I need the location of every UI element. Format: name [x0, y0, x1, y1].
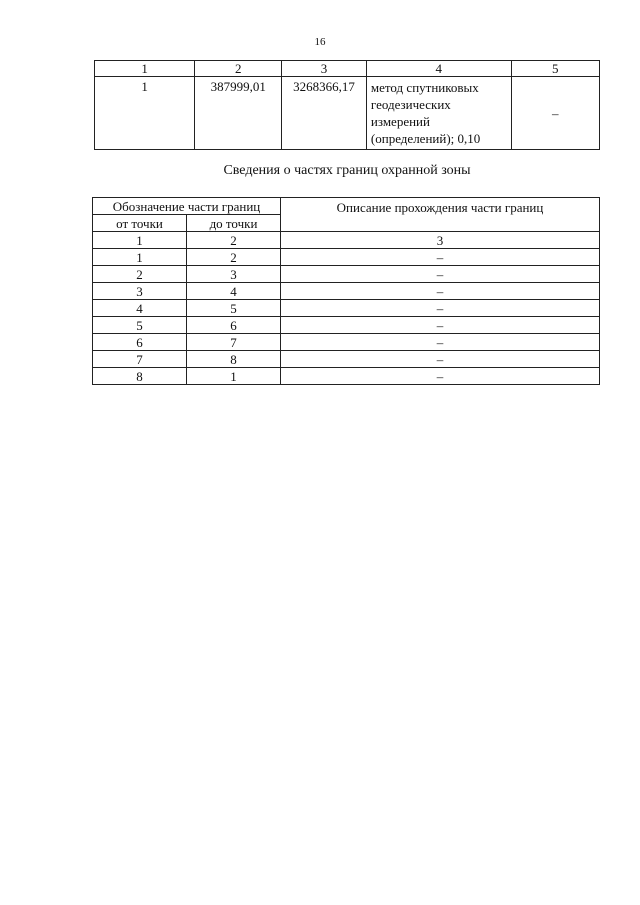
from-point: 5: [93, 317, 187, 334]
column-number: 3: [282, 61, 367, 77]
to-point: 3: [187, 266, 281, 283]
section-title: Сведения о частях границ охранной зоны: [223, 163, 471, 178]
description-header: Описание прохождения части границ: [281, 198, 600, 232]
from-point: 7: [93, 351, 187, 368]
to-header: до точки: [187, 215, 281, 232]
table-row: [93, 351, 600, 368]
from-point: 4: [93, 300, 187, 317]
column-5-value: –: [511, 77, 599, 150]
to-point: 8: [187, 351, 281, 368]
point-number: 1: [95, 77, 195, 150]
column-number-row: [93, 232, 600, 249]
table-row: [93, 368, 600, 385]
method-line: метод спутниковых: [370, 80, 479, 95]
table-row: [95, 77, 600, 150]
part-description: –: [281, 351, 600, 368]
from-header: от точки: [93, 215, 187, 232]
part-description: –: [281, 300, 600, 317]
table-header-row: [95, 61, 600, 77]
from-point: 3: [93, 283, 187, 300]
coordinate-x: 387999,01: [195, 77, 282, 150]
column-number: 1: [95, 61, 195, 77]
table-header-row: [93, 198, 600, 215]
column-number: 1: [93, 232, 187, 249]
part-description: –: [281, 317, 600, 334]
table-row: [93, 249, 600, 266]
column-number: 3: [281, 232, 600, 249]
from-point: 8: [93, 368, 187, 385]
boundary-parts-table: [92, 197, 600, 385]
from-point: 6: [93, 334, 187, 351]
to-point: 6: [187, 317, 281, 334]
coordinates-table: [94, 60, 600, 150]
to-point: 5: [187, 300, 281, 317]
determination-method: [366, 77, 511, 150]
column-number: 2: [195, 61, 282, 77]
table-row: [93, 300, 600, 317]
method-line: измерений: [370, 114, 430, 129]
coordinate-y: 3268366,17: [282, 77, 367, 150]
table-row: [93, 317, 600, 334]
from-point: 1: [93, 249, 187, 266]
method-line: (определений); 0,10: [370, 131, 481, 146]
part-description: –: [281, 266, 600, 283]
to-point: 4: [187, 283, 281, 300]
column-number: 2: [187, 232, 281, 249]
part-description: –: [281, 283, 600, 300]
column-number: 4: [366, 61, 511, 77]
part-description: –: [281, 368, 600, 385]
table-row: [93, 266, 600, 283]
group-header: Обозначение части границ: [93, 198, 281, 215]
page-number: 16: [314, 36, 326, 48]
to-point: 7: [187, 334, 281, 351]
method-line: геодезических: [370, 97, 451, 112]
to-point: 1: [187, 368, 281, 385]
column-number: 5: [511, 61, 599, 77]
part-description: –: [281, 334, 600, 351]
to-point: 2: [187, 249, 281, 266]
table-row: [93, 334, 600, 351]
from-point: 2: [93, 266, 187, 283]
table-row: [93, 283, 600, 300]
part-description: –: [281, 249, 600, 266]
